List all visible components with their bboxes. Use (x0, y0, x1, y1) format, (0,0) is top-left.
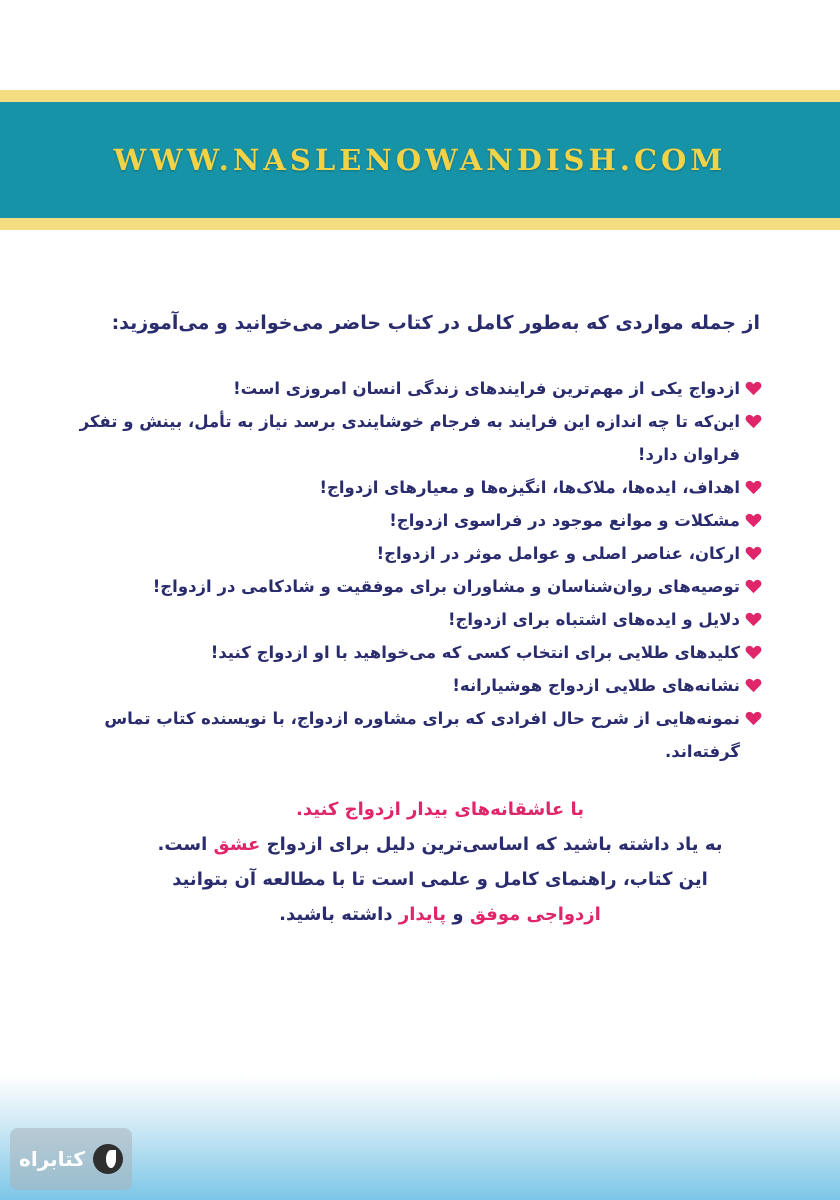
list-item (72, 603, 762, 636)
list-item (72, 537, 762, 570)
closing-headline: با عاشقانه‌های بیدار ازدواج کنید. (296, 799, 584, 820)
closing-line-2 (130, 827, 750, 862)
website-url: WWW.NASLENOWANDISH.COM (113, 143, 727, 177)
intro-heading: از جمله مواردی که به‌طور کامل در کتاب حاضر می‌خوانید و می‌آموزید: (111, 312, 760, 334)
closing-highlight: عشق (213, 834, 261, 855)
publisher-logo[interactable] (10, 1128, 132, 1190)
closing-text: داشته باشید. (279, 904, 399, 925)
closing-paragraph (130, 792, 750, 932)
closing-text: به یاد داشته باشید که اساسی‌ترین دلیل برای ازدواج (260, 834, 723, 855)
heart-icon (745, 678, 762, 693)
closing-text: است. (157, 834, 214, 855)
list-item-text: نشانه‌های طلایی ازدواج هوشیارانه! (452, 676, 740, 695)
list-item (72, 372, 762, 405)
list-item (72, 636, 762, 669)
heart-icon (745, 546, 762, 561)
list-item-text: نمونه‌هایی از شرح حال افرادی که برای مشاوره ازدواج، با نویسنده کتاب تماس گرفته‌اند. (104, 709, 740, 761)
closing-line-4 (130, 897, 750, 932)
heart-icon (745, 381, 762, 396)
website-banner (0, 102, 840, 218)
closing-highlight: پایدار (398, 904, 447, 925)
list-item-text: ازدواج یکی از مهم‌ترین فرایندهای زندگی انسان امروزی است! (233, 379, 740, 398)
list-item-text: ارکان، عناصر اصلی و عوامل موثر در ازدواج! (376, 544, 740, 563)
list-item-text: این‌که تا چه اندازه این فرایند به فرجام خوشایندی برسد نیاز به تأمل، بینش و تفکر فراوان دارد! (79, 412, 740, 464)
closing-highlight: ازدواجی موفق (469, 904, 601, 925)
logo-text: کتابراه (19, 1147, 85, 1171)
closing-text: و (446, 904, 470, 925)
list-item-text: دلایل و ایده‌های اشتباه برای ازدواج! (447, 610, 740, 629)
list-item (72, 702, 762, 768)
feature-list (72, 372, 762, 768)
list-item (72, 669, 762, 702)
heart-icon (745, 513, 762, 528)
banner-top-stripe (0, 90, 840, 102)
list-item (72, 471, 762, 504)
list-item (72, 405, 762, 471)
heart-icon (745, 711, 762, 726)
list-item (72, 570, 762, 603)
list-item-text: اهداف، ایده‌ها، ملاک‌ها، انگیزه‌ها و معیارهای ازدواج! (319, 478, 740, 497)
heart-icon (745, 480, 762, 495)
list-item-text: مشکلات و موانع موجود در فراسوی ازدواج! (389, 511, 740, 530)
heart-icon (745, 579, 762, 594)
list-item-text: توصیه‌های روان‌شناسان و مشاوران برای موفقیت و شادکامی در ازدواج! (152, 577, 740, 596)
leaf-icon (93, 1144, 123, 1174)
heart-icon (745, 645, 762, 660)
closing-line-3: این کتاب، راهنمای کامل و علمی است تا با مطالعه آن بتوانید (172, 869, 708, 890)
banner-bottom-stripe (0, 218, 840, 230)
heart-icon (745, 414, 762, 429)
heart-icon (745, 612, 762, 627)
list-item (72, 504, 762, 537)
list-item-text: کلیدهای طلایی برای انتخاب کسی که می‌خواهید با او ازدواج کنید! (210, 643, 740, 662)
